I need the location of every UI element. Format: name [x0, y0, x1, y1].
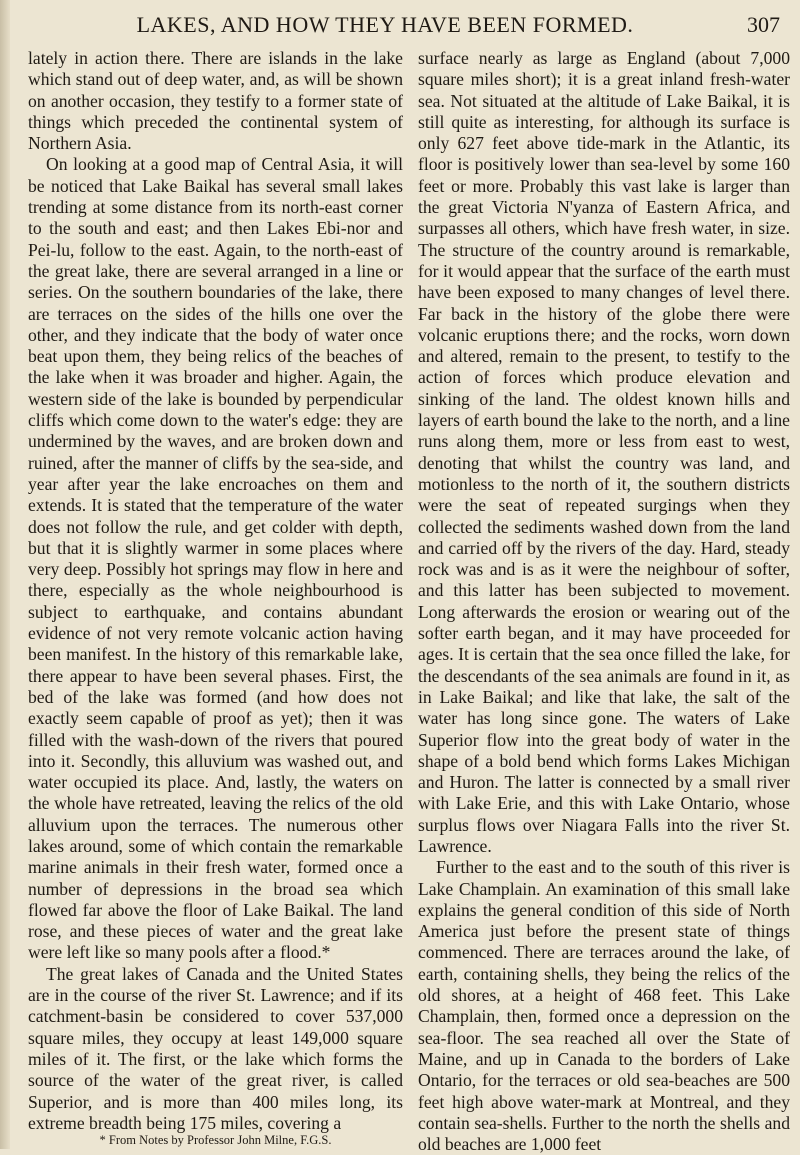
paragraph: The great lakes of Canada and the United States are in the course of the river St. Lawrence; and if its catchment-basin be considered to cover 537,000 square miles, they occupy at least 149,000 square miles of it. The first, or the lake which forms the source of the water of the great river, is called Superior, and is more than 400 miles long, its extreme breadth being 175 miles, covering a — [28, 963, 403, 1133]
footnote: * From Notes by Professor John Milne, F.G.S. — [99, 1133, 332, 1148]
running-title: LAKES, AND HOW THEY HAVE BEEN FORMED. — [136, 12, 634, 37]
paragraph: lately in action there. There are islands in the lake which stand out of deep water, and, as will be shown on another occasion, they testify to a former state of things which preceded the continental system of Northern Asia. — [28, 48, 403, 154]
right-column — [418, 48, 790, 1155]
page-spine-shadow — [0, 0, 10, 1149]
left-column — [28, 48, 403, 1148]
paragraph: On looking at a good map of Central Asia, it will be noticed that Lake Baikal has several small lakes trending at some distance from its north-east corner to the south and east; and then Lakes Ebi-nor and Pei-lu, follow to the east. Again, to the north-east of the great lake, there are several arranged in a line or series. On the southern boundaries of the lake, there are terraces on the sides of the hills one over the other, and they indicate that the body of water once beat upon them, they being relics of the beaches of the lake when it was broader and higher. Again, the western side of the lake is bounded by perpendicular cliffs which come down to the water's edge: they are undermined by the waves, and are broken down and ruined, after the manner of cliffs by the sea-side, and year after year the lake encroaches on them and extends. It is stated that the temperature of the water does not follow the rule, and get colder with depth, but that it is slightly warmer in some places where very deep. Possibly hot springs may flow in here and there, especially as the whole neighbourhood is subject to earthquake, and contains abundant evidence of not very remote volcanic action having been manifest. In the history of this remarkable lake, there appear to have been several phases. First, the bed of the lake was formed (and how does not exactly seem capable of proof as yet); then it was filled with the wash-down of the rivers that poured into it. Secondly, this alluvium was washed out, and water occupied its place. And, lastly, the waters on the whole have retreated, leaving the relics of the old alluvium upon the terraces. The numerous other lakes around, some of which contain the remarkable marine animals in their fresh water, formed once a number of depressions in the broad sea which flowed far above the floor of Lake Baikal. The land rose, and these pieces of water and the great lake were left like so many pools after a flood.* — [28, 154, 403, 963]
paragraph: surface nearly as large as England (about 7,000 square miles short); it is a great inland fresh-water sea. Not situated at the altitude of Lake Baikal, it is still quite as interesting, for although its surface is only 627 feet above tide-mark in the Atlantic, its floor is positively lower than sea-level by some 160 feet or more. Probably this vast lake is larger than the great Victoria N'yanza of Eastern Africa, and surpasses all others, which have fresh water, in size. The structure of the country around is remarkable, for it would appear that the surface of the earth must have been exposed to many changes of level there. Far back in the history of the globe there were volcanic eruptions there; and the rocks, worn down and altered, remain to the present, to testify to the action of forces which produce elevation and sinking of the land. The oldest known hills and layers of earth bound the lake to the north, and a line runs along them, more or less from east to west, denoting that whilst the country was land, and motionless to the north of it, the southern districts were the seat of repeated surgings when they collected the sediments washed down from the land and carried off by the rivers of the day. Hard, steady rock was and is as it were the neighbour of softer, and this latter has been subjected to movement. Long afterwards the erosion or wearing out of the softer earth began, and it may have proceeded for ages. It is certain that the sea once filled the lake, for the descendants of the sea animals are found in it, as in Lake Baikal; and like that lake, the salt of the water has long since gone. The waters of Lake Superior flow into the great body of water in the shape of a bold bend which forms Lakes Michigan and Huron. The latter is connected by a small river with Lake Erie, and this with Lake Ontario, whose surplus flows over Niagara Falls into the river St. Lawrence. — [418, 48, 790, 856]
page-header — [30, 8, 800, 46]
paragraph: Further to the east and to the south of this river is Lake Champlain. An examination of this small lake explains the general condition of this side of North America just before the present state of things commenced. There are terraces around the lake, of earth, containing shells, they being the relics of the old shores, at a height of 468 feet. This Lake Champlain, then, formed once a depression on the sea-floor. The sea reached all over the State of Maine, and up in Canada to the borders of Lake Ontario, for the terraces or old sea-beaches are 500 feet high above water-mark at Montreal, and they contain sea-shells. Further to the north the shells and old beaches are 1,000 feet — [418, 857, 790, 1155]
page-number: 307 — [747, 12, 780, 37]
